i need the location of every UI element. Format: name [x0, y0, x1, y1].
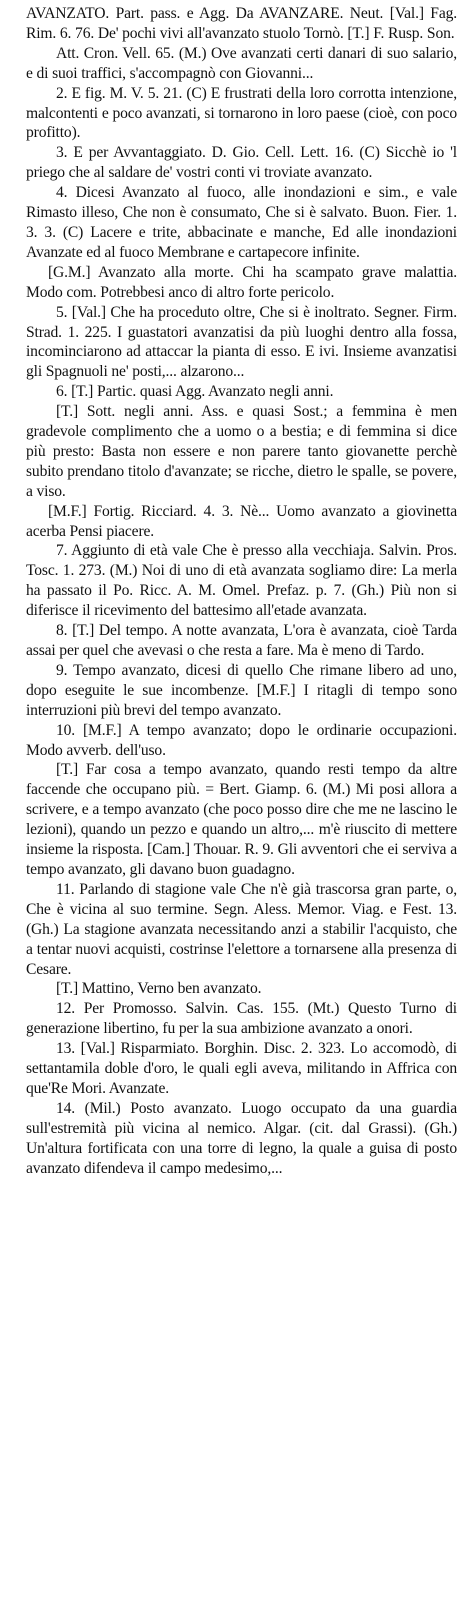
entry-sense-4: 4. Dicesi Avanzato al fuoco, alle inondazioni e sim., e vale Rimasto illeso, Che non è consumato, Che si è salvato. Buon. Fier. 1. 3. 3. (C) Lacere e trite, abbacinate e manche, Ed alle inondazioni Avanzate ed al fuoco Membrane e cartapecore infinite. — [26, 184, 457, 261]
entry-sub-t: [T.] Sott. negli anni. Ass. e quasi Sost.; a femmina è men gradevole complimento che a uomo o a bestia; e di femmina si dice più presto: Basta non essere e non parere tanto giovanette perchè subito prendano titolo d'avanzate; se ricche, dietro le spalle, se povere, a viso. — [26, 403, 457, 500]
entry-sense-12: 12. Per Promosso. Salvin. Cas. 155. (Mt.) Questo Turno di generazione libertino, fu per la sua ambizione avanzato a onori. — [26, 1000, 457, 1038]
entry-sub-gm: [G.M.] Avanzato alla morte. Chi ha scampato grave malattia. Modo com. Potrebbesi anco di altro forte pericolo. — [26, 263, 457, 301]
entry-sense-10: 10. [M.F.] A tempo avanzato; dopo le ordinarie occupazioni. Modo avverb. dell'uso. — [26, 721, 457, 759]
entry-sense-3: 3. E per Avvantaggiato. D. Gio. Cell. Lett. 16. (C) Sicchè io 'l priego che al saldare de' vostri conti vi troviate avanzato. — [26, 144, 457, 182]
entry-headword: AVANZATO. Part. pass. e Agg. Da AVANZARE. Neut. [Val.] Fag. Rim. 6. 76. De' pochi vivi all'avanzato stuolo Tornò. [T.] F. Rusp. Son. — [26, 5, 457, 42]
entry-sub-mf: [M.F.] Fortig. Ricciard. 4. 3. Nè... Uomo avanzato a giovinetta acerba Pensi piacere. — [26, 502, 457, 540]
entry-sense-13: 13. [Val.] Risparmiato. Borghin. Disc. 2. 323. Lo accomodò, di settantamila doble d'oro, le quali egli aveva, militando in Affrica con que'Re Mori. Avanzate. — [26, 1040, 457, 1097]
entry-sense-6: 6. [T.] Partic. quasi Agg. Avanzato negli anni. — [56, 383, 334, 401]
entry-sub-t-2: [T.] Far cosa a tempo avanzato, quando resti tempo da altre faccende che occupano più. = Bert. Giamp. 6. (M.) Mi posi allora a scrivere, e a tempo avanzato (che poco posso dire che me ne lascino le lezioni), quando un pezzo e quando un altro,... m'è riuscito di mettere insieme la risposta. [Cam.] Thouar. R. 9. Gli avventori che ei serviva a tempo avanzato, gli davano buon guadagno. — [26, 761, 457, 878]
entry-sense-2: 2. E fig. M. V. 5. 21. (C) E frustrati della loro corrotta intenzione, malcontenti e poco avanzati, si tornarono in loro paese (cioè, con poco profitto). — [26, 84, 457, 142]
entry-sense-8: 8. [T.] Del tempo. A notte avanzata, L'ora è avanzata, cioè Tarda assai per quel che avevasi o che resta a fare. Ma è meno di Tardo. — [26, 622, 457, 659]
entry-sense-9: 9. Tempo avanzato, dicesi di quello Che rimane libero ad uno, dopo eseguite le sue incombenze. [M.F.] I ritagli di tempo sono interruzioni più brevi del tempo avanzato. — [26, 661, 457, 719]
entry-sense-11: 11. Parlando di stagione vale Che n'è già trascorsa gran parte, o, Che è vicina al suo termine. Segn. Aless. Memor. Viag. e Fest. 13. (Gh.) La stagione avanzata necessitando anzi a stabilir l'acquisto, che a tentar nuovi acquisti, costrinse l'elettore a tornarsene alla presenza di Cesare. — [26, 880, 457, 978]
entry-sense-14: 14. (Mil.) Posto avanzato. Luogo occupato da una guardia sull'estremità più vicina al nemico. Algar. (cit. dal Grassi). (Gh.) Un'altura fortificata con una torre di legno, la quale a guisa di posto avanzato difendeva il campo medesimo,... — [26, 1099, 457, 1177]
entry-sub-t-3: [T.] Mattino, Verno ben avanzato. — [56, 980, 262, 998]
entry-citation: Att. Cron. Vell. 65. (M.) Ove avanzati certi danari di suo salario, e di suoi traffici, s'accompagnò con Giovanni... — [26, 44, 457, 82]
entry-sense-5: 5. [Val.] Che ha proceduto oltre, Che si è inoltrato. Segner. Firm. Strad. 1. 225. I guastatori avanzatisi da più luoghi dentro alla fossa, incominciarono ad attaccar la pianta di esso. E ivi. Insieme avanzatisi gli Spagnuoli ne' posti,... alzarono... — [26, 303, 457, 381]
entry-sense-7: 7. Aggiunto di età vale Che è presso alla vecchiaja. Salvin. Pros. Tosc. 1. 273. (M.) Noi di uno di età avanzata sogliamo dire: La merla ha passato il Po. Ricc. A. M. Omel. Prefaz. p. 7. (Gh.) Più non si diferisce il ricevimento del battesimo all'etade avanzata. — [26, 542, 457, 620]
